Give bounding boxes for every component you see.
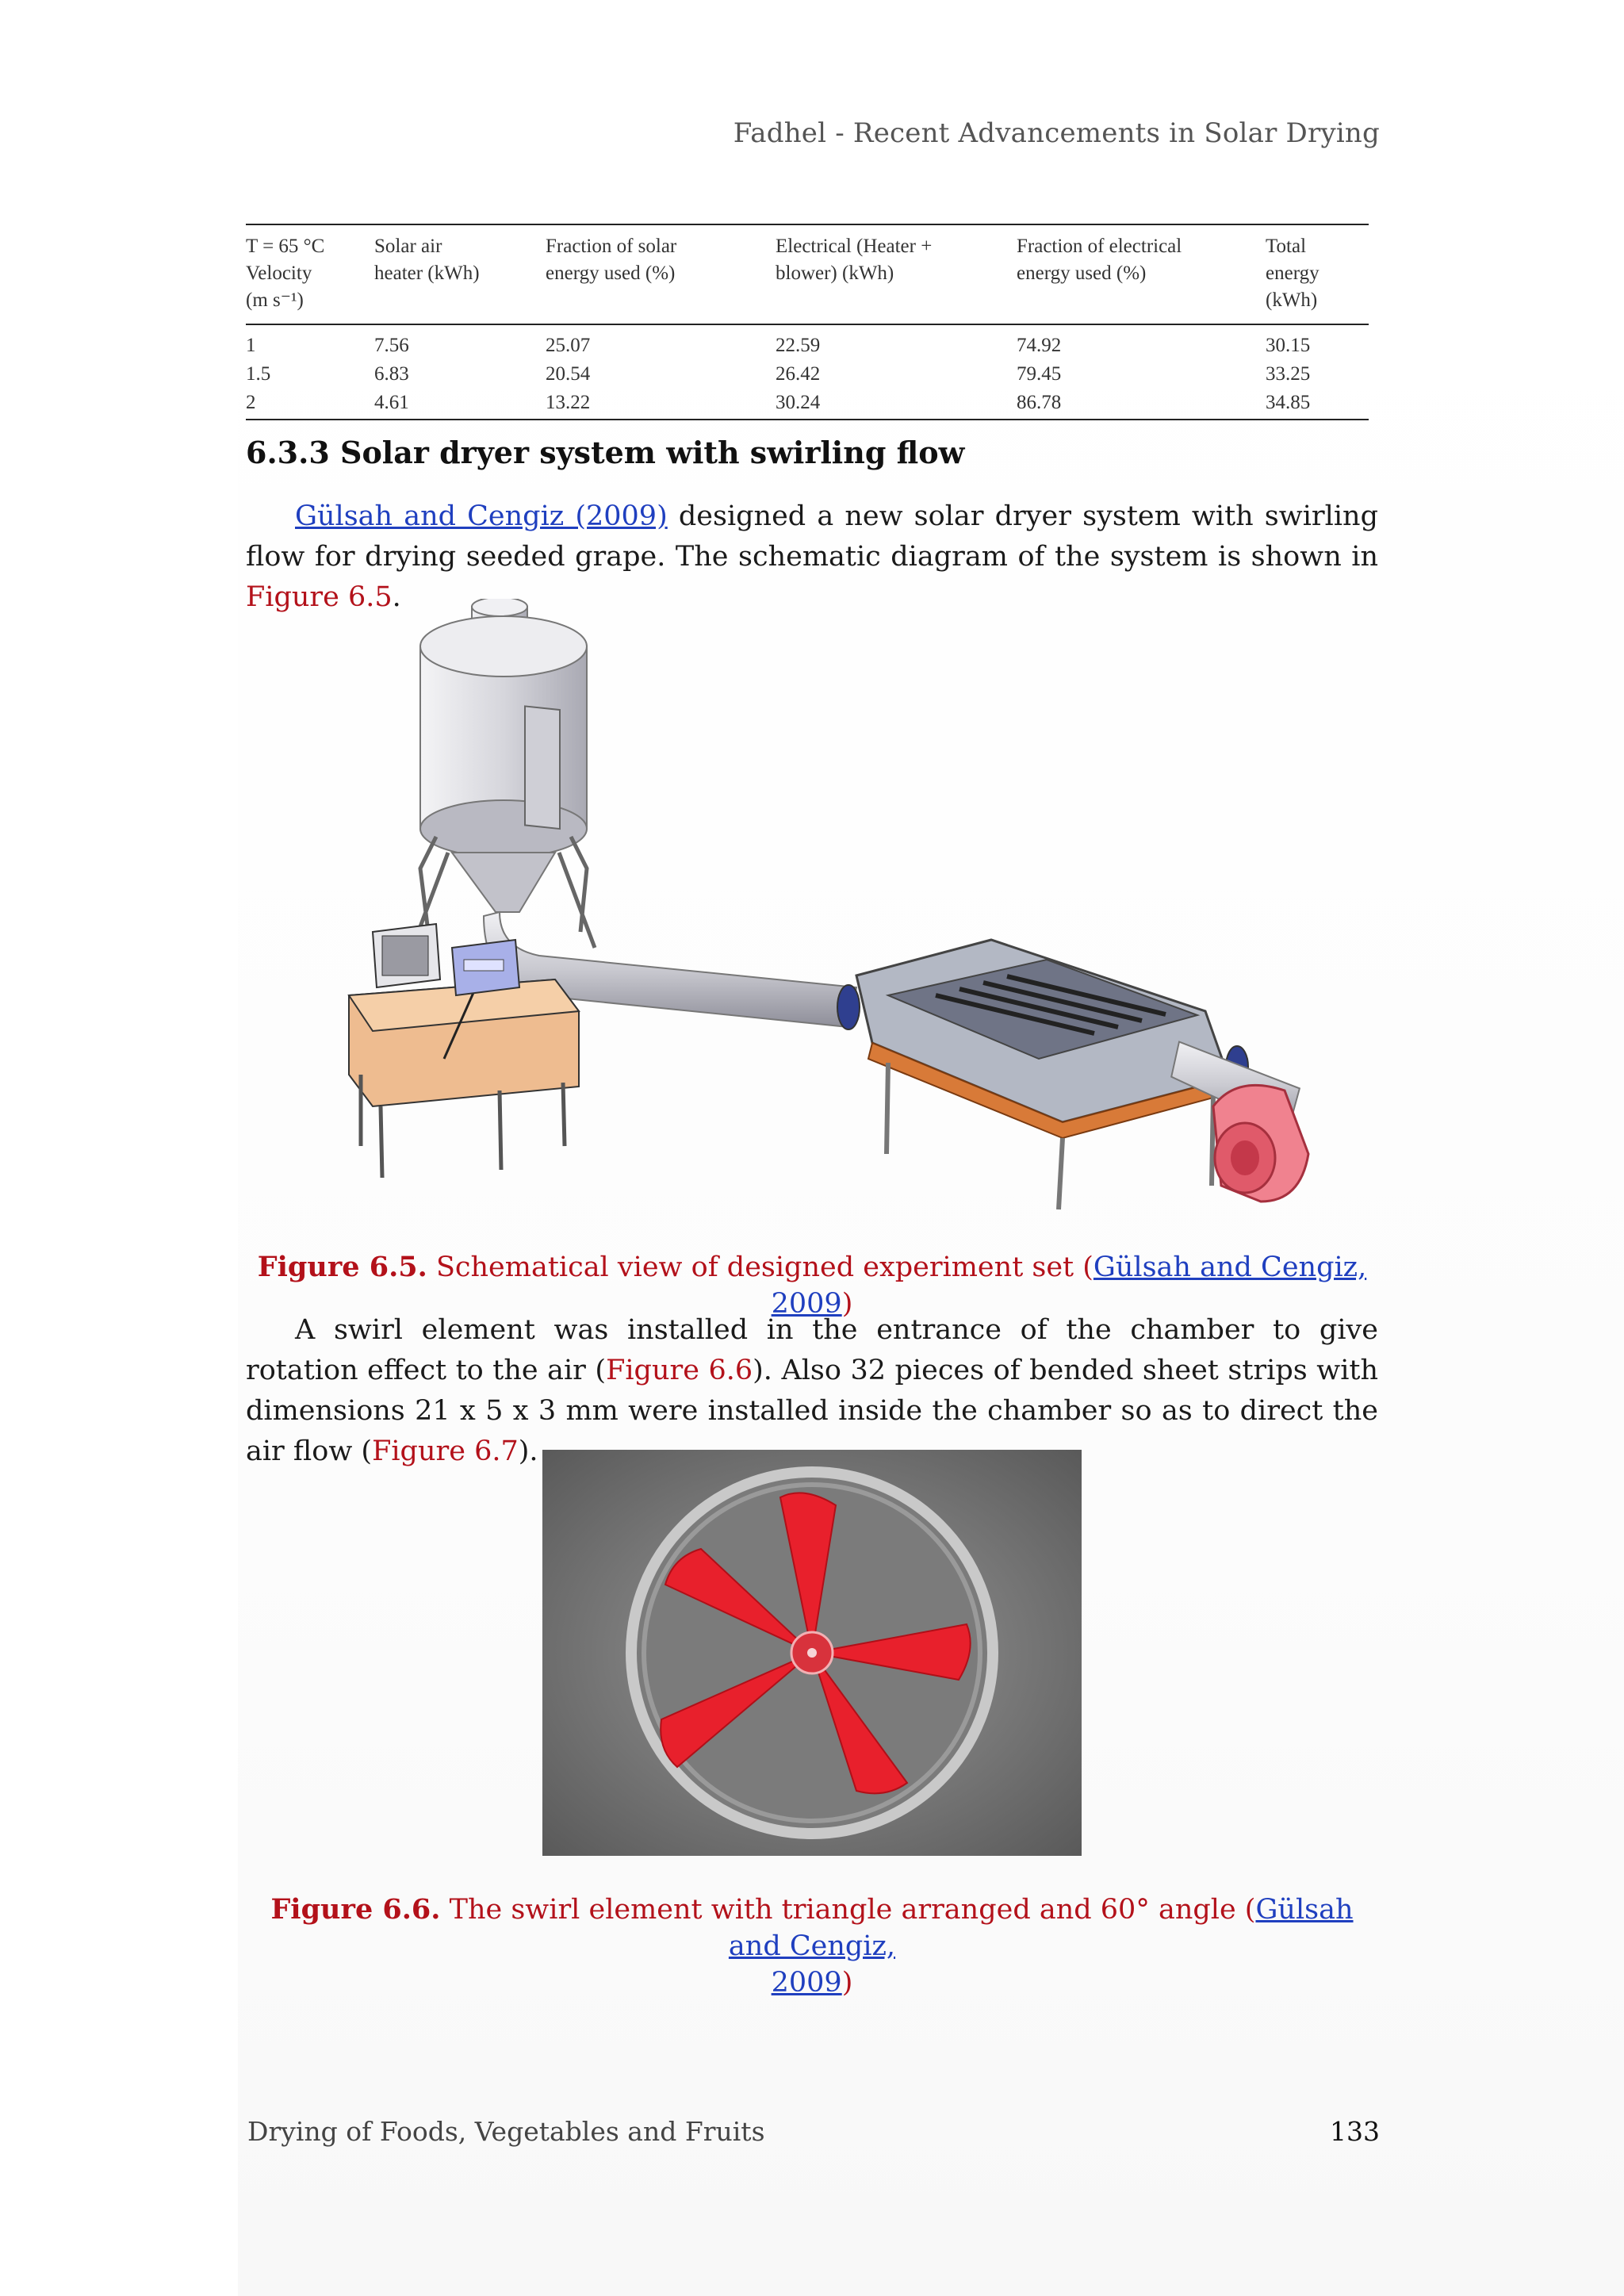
table-header-cell: Solar air heater (kWh)	[374, 224, 546, 324]
table-cell: 74.92	[1017, 335, 1062, 356]
collector-tank	[412, 599, 595, 948]
figure-6-6-caption	[246, 1892, 1378, 2001]
paragraph-swirl	[246, 1310, 1378, 1472]
citation-link[interactable]: 2009	[771, 1967, 842, 1999]
table-header-cell: Fraction of electrical energy used (%)	[1017, 224, 1266, 324]
table-cell: 6.83	[374, 363, 409, 385]
table-row	[246, 324, 1369, 360]
table-cell: 26.42	[776, 363, 821, 385]
figure-reference-link[interactable]: Figure 6.5	[246, 581, 393, 613]
dryer-schematic-figure	[333, 599, 1332, 1233]
table-cell: 22.59	[776, 335, 821, 356]
table-header-cell: T = 65 °C Velocity (m s⁻¹)	[246, 224, 374, 324]
caption-text: )	[841, 1967, 853, 1999]
energy-table	[246, 224, 1369, 420]
table-cell: 33.25	[1266, 363, 1311, 385]
table-cell: 30.15	[1266, 335, 1311, 356]
footer-book-title: Drying of Foods, Vegetables and Fruits	[247, 2116, 765, 2147]
page-number: 133	[1330, 2116, 1380, 2147]
caption-text: )	[841, 1288, 853, 1320]
citation-link[interactable]: Gülsah and Cengiz, 2009	[771, 1251, 1367, 1320]
table-row	[246, 360, 1369, 389]
table-header-cell: Electrical (Heater + blower) (kWh)	[776, 224, 1017, 324]
caption-label: Figure 6.5.	[257, 1251, 427, 1283]
table-cell: 86.78	[1017, 389, 1266, 420]
running-header: Fadhel - Recent Advancements in Solar Drying	[733, 117, 1380, 149]
table-cell: 30.24	[776, 389, 1017, 420]
paragraph-text: designed a new solar dryer system with swirling flow for drying seeded grape. The schematic diagram of the system is shown in	[246, 500, 1378, 573]
table-cell: 2	[246, 389, 374, 420]
table-header-cell: Total energy (kWh)	[1266, 224, 1369, 324]
section-heading: 6.3.3 Solar dryer system with swirling flow	[246, 435, 965, 470]
caption-text: Schematical view of designed experiment set (	[427, 1251, 1094, 1283]
table-cell: 7.56	[374, 335, 409, 356]
paragraph-text: .	[392, 581, 401, 613]
paragraph-text: ).	[518, 1435, 538, 1467]
figure-reference-link[interactable]: Figure 6.6	[606, 1355, 753, 1386]
table-header-cell: Fraction of solar energy used (%)	[546, 224, 776, 324]
paragraph-text: ). Also 32 pieces of bended sheet strips with dimensions 21 x 5 x 3 mm were installed inside the chamber so as to direct the air flow (	[246, 1355, 1378, 1467]
table-cell: 1	[246, 335, 256, 356]
table-header-row	[246, 224, 1369, 324]
figure-reference-link[interactable]: Figure 6.7	[372, 1435, 519, 1467]
caption-label: Figure 6.6.	[270, 1893, 441, 1926]
citation-link[interactable]: Gülsah and Cengiz (2009)	[295, 500, 668, 532]
table-cell: 1.5	[246, 363, 271, 385]
swirl-element-photo	[542, 1450, 1082, 1856]
table-row	[246, 389, 1369, 420]
citation-link[interactable]: Gülsah and Cengiz,	[728, 1894, 1354, 1962]
table-cell: 34.85	[1266, 389, 1369, 420]
table-cell: 13.22	[546, 389, 776, 420]
table-cell: 20.54	[546, 363, 591, 385]
table-cell: 25.07	[546, 335, 591, 356]
table-cell: 79.45	[1017, 363, 1062, 385]
caption-text: The swirl element with triangle arranged and 60° angle (	[440, 1894, 1256, 1926]
paragraph-text: A swirl element was installed in the entrance of the chamber to give rotation effect to the air (	[246, 1314, 1378, 1386]
table-cell: 4.61	[374, 389, 546, 420]
